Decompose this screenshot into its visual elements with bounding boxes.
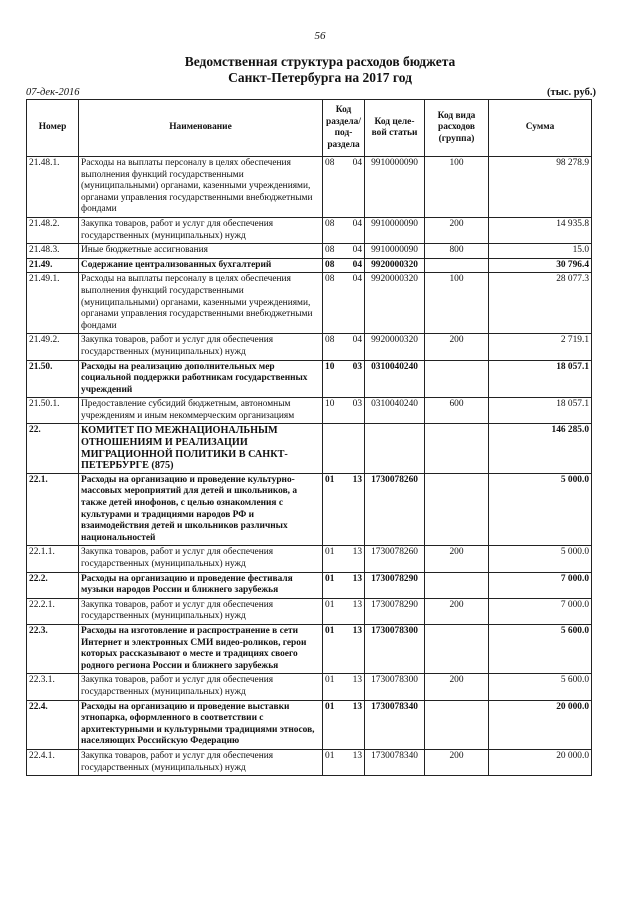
- row-subsection: 13: [341, 546, 365, 572]
- row-name: Расходы на организацию и проведение культурно-массовых мероприятий для детей и школьников, а также детей инофонов, с целью ознакомления с культурами и традициями народов РФ и взаимодействия детей и школьников различных национальностей: [79, 473, 323, 546]
- row-expense-type: 200: [425, 546, 489, 572]
- row-section: 08: [323, 157, 341, 218]
- row-number: 21.49.: [27, 258, 79, 273]
- units-label: (тыс. руб.): [547, 87, 596, 98]
- row-section: 10: [323, 360, 341, 398]
- table-row: [27, 157, 592, 218]
- row-target-code: 1730078300: [365, 624, 425, 673]
- table-header: [27, 100, 592, 157]
- table-row: [27, 398, 592, 424]
- row-amount: 5 000.0: [489, 546, 592, 572]
- row-target-code: 1730078340: [365, 749, 425, 775]
- row-amount: 20 000.0: [489, 700, 592, 749]
- row-name: КОМИТЕТ ПО МЕЖНАЦИОНАЛЬНЫМ ОТНОШЕНИЯМ И РЕАЛИЗАЦИИ МИГРАЦИОННОЙ ПОЛИТИКИ В САНКТ-ПЕТЕРБУРГЕ (875): [79, 424, 323, 473]
- row-name: Закупка товаров, работ и услуг для обеспечения государственных (муниципальных) нужд: [79, 749, 323, 775]
- row-name: Закупка товаров, работ и услуг для обеспечения государственных (муниципальных) нужд: [79, 598, 323, 624]
- row-name: Предоставление субсидий бюджетным, автономным учреждениям и иным некоммерческим организациям: [79, 398, 323, 424]
- row-number: 22.4.1.: [27, 749, 79, 775]
- row-name: Расходы на реализацию дополнительных мер социальной поддержки работникам государственных учреждений: [79, 360, 323, 398]
- row-target-code: 9910000090: [365, 217, 425, 243]
- row-name: Закупка товаров, работ и услуг для обеспечения государственных (муниципальных) нужд: [79, 546, 323, 572]
- row-subsection: 04: [341, 273, 365, 334]
- row-section: 01: [323, 749, 341, 775]
- row-expense-type: [425, 572, 489, 598]
- row-target-code: 0310040240: [365, 398, 425, 424]
- row-expense-type: [425, 258, 489, 273]
- row-section: 01: [323, 546, 341, 572]
- table-row: [27, 424, 592, 473]
- header-amount: Сумма: [489, 100, 592, 157]
- row-target-code: 9920000320: [365, 258, 425, 273]
- row-amount: 30 796.4: [489, 258, 592, 273]
- row-name: Закупка товаров, работ и услуг для обеспечения государственных (муниципальных) нужд: [79, 334, 323, 360]
- row-expense-type: 100: [425, 273, 489, 334]
- row-section: 01: [323, 473, 341, 546]
- row-section: 10: [323, 398, 341, 424]
- table-row: [27, 700, 592, 749]
- row-name: Закупка товаров, работ и услуг для обеспечения государственных (муниципальных) нужд: [79, 674, 323, 700]
- row-section: 01: [323, 624, 341, 673]
- row-number: 22.2.1.: [27, 598, 79, 624]
- row-expense-type: [425, 473, 489, 546]
- row-number: 22.: [27, 424, 79, 473]
- row-section: 01: [323, 674, 341, 700]
- row-expense-type: 200: [425, 674, 489, 700]
- row-name: Иные бюджетные ассигнования: [79, 244, 323, 259]
- row-section: 01: [323, 700, 341, 749]
- header-section: Код раздела/ под- раздела: [323, 100, 365, 157]
- row-target-code: 1730078290: [365, 572, 425, 598]
- row-target-code: 0310040240: [365, 360, 425, 398]
- row-target-code: 9920000320: [365, 334, 425, 360]
- row-target-code: 1730078340: [365, 700, 425, 749]
- row-number: 21.48.1.: [27, 157, 79, 218]
- table-row: [27, 360, 592, 398]
- row-number: 22.3.: [27, 624, 79, 673]
- row-number: 22.1.1.: [27, 546, 79, 572]
- row-target-code: 9920000320: [365, 273, 425, 334]
- row-section: 08: [323, 273, 341, 334]
- row-subsection: 04: [341, 334, 365, 360]
- row-subsection: 04: [341, 217, 365, 243]
- row-amount: 98 278.9: [489, 157, 592, 218]
- row-subsection: 13: [341, 674, 365, 700]
- row-number: 21.48.2.: [27, 217, 79, 243]
- row-subsection: 13: [341, 700, 365, 749]
- row-expense-type: 200: [425, 217, 489, 243]
- row-amount: 7 000.0: [489, 598, 592, 624]
- row-amount: 5 600.0: [489, 674, 592, 700]
- row-expense-type: [425, 360, 489, 398]
- header-target: Код целе- вой статьи: [365, 100, 425, 157]
- row-number: 21.48.3.: [27, 244, 79, 259]
- row-amount: 7 000.0: [489, 572, 592, 598]
- header-name: Наименование: [79, 100, 323, 157]
- row-number: 21.49.1.: [27, 273, 79, 334]
- document-title: [0, 54, 640, 86]
- table-row: [27, 624, 592, 673]
- row-subsection: 04: [341, 244, 365, 259]
- row-expense-type: 600: [425, 398, 489, 424]
- row-amount: 5 600.0: [489, 624, 592, 673]
- row-subsection: 13: [341, 572, 365, 598]
- row-name: Содержание централизованных бухгалтерий: [79, 258, 323, 273]
- row-target-code: 1730078300: [365, 674, 425, 700]
- row-subsection: 03: [341, 360, 365, 398]
- row-name: Расходы на выплаты персоналу в целях обеспечения выполнения функций государственными (муниципальными) органами, казенными учреждениями, органами управления государственными внебюджетными фондами: [79, 157, 323, 218]
- table-row: [27, 334, 592, 360]
- row-target-code: 9910000090: [365, 157, 425, 218]
- row-subsection: 04: [341, 258, 365, 273]
- title-line-2: Санкт-Петербурга на 2017 год: [228, 70, 412, 85]
- row-expense-type: 100: [425, 157, 489, 218]
- page-number: 56: [314, 30, 326, 42]
- row-section: 01: [323, 572, 341, 598]
- row-target-code: 9910000090: [365, 244, 425, 259]
- row-target-code: 1730078260: [365, 546, 425, 572]
- row-subsection: 04: [341, 157, 365, 218]
- table-row: [27, 244, 592, 259]
- row-number: 21.50.: [27, 360, 79, 398]
- document-date: 07-дек-2016: [26, 87, 80, 98]
- row-number: 22.2.: [27, 572, 79, 598]
- table-row: [27, 217, 592, 243]
- row-section: [323, 424, 341, 473]
- header-number: Номер: [27, 100, 79, 157]
- row-amount: 20 000.0: [489, 749, 592, 775]
- row-name: Расходы на выплаты персоналу в целях обеспечения выполнения функций государственными (муниципальными) органами, казенными учреждениями, органами управления государственными внебюджетными фондами: [79, 273, 323, 334]
- table-row: [27, 273, 592, 334]
- row-target-code: 1730078260: [365, 473, 425, 546]
- row-amount: 14 935.8: [489, 217, 592, 243]
- row-name: Расходы на организацию и проведение фестиваля музыки народов России и ближнего зарубежья: [79, 572, 323, 598]
- title-line-1: Ведомственная структура расходов бюджета: [184, 54, 456, 69]
- row-amount: 5 000.0: [489, 473, 592, 546]
- row-subsection: 13: [341, 598, 365, 624]
- row-expense-type: 800: [425, 244, 489, 259]
- row-expense-type: 200: [425, 749, 489, 775]
- row-subsection: 13: [341, 624, 365, 673]
- row-section: 01: [323, 598, 341, 624]
- row-number: 21.49.2.: [27, 334, 79, 360]
- row-subsection: 13: [341, 749, 365, 775]
- row-section: 08: [323, 334, 341, 360]
- row-name: Расходы на изготовление и распространение в сети Интернет и электронных СМИ видео-роликов, герои которых рассказывают о месте и традициях своего родного региона России и ближнего зарубежья: [79, 624, 323, 673]
- row-expense-type: [425, 424, 489, 473]
- row-amount: 2 719.1: [489, 334, 592, 360]
- table-row: [27, 546, 592, 572]
- row-subsection: 13: [341, 473, 365, 546]
- row-target-code: 1730078290: [365, 598, 425, 624]
- row-expense-type: 200: [425, 334, 489, 360]
- row-amount: 18 057.1: [489, 398, 592, 424]
- table-row: [27, 749, 592, 775]
- row-section: 08: [323, 217, 341, 243]
- row-number: 21.50.1.: [27, 398, 79, 424]
- row-section: 08: [323, 258, 341, 273]
- row-expense-type: [425, 700, 489, 749]
- table-row: [27, 572, 592, 598]
- row-section: 08: [323, 244, 341, 259]
- row-name: Закупка товаров, работ и услуг для обеспечения государственных (муниципальных) нужд: [79, 217, 323, 243]
- row-subsection: 03: [341, 398, 365, 424]
- row-number: 22.4.: [27, 700, 79, 749]
- table-row: [27, 258, 592, 273]
- row-number: 22.1.: [27, 473, 79, 546]
- table-row: [27, 674, 592, 700]
- table-row: [27, 473, 592, 546]
- row-expense-type: [425, 624, 489, 673]
- row-number: 22.3.1.: [27, 674, 79, 700]
- header-expense-type: Код вида расходов (группа): [425, 100, 489, 157]
- row-amount: 18 057.1: [489, 360, 592, 398]
- row-name: Расходы на организацию и проведение выставки этнопарка, оформленного в соответствии с архитектурными и культурными традициями этносов, населяющих Российскую Федерацию: [79, 700, 323, 749]
- row-target-code: [365, 424, 425, 473]
- budget-table: [26, 99, 592, 776]
- row-expense-type: 200: [425, 598, 489, 624]
- row-amount: 146 285.0: [489, 424, 592, 473]
- row-subsection: [341, 424, 365, 473]
- row-amount: 28 077.3: [489, 273, 592, 334]
- row-amount: 15.0: [489, 244, 592, 259]
- table-row: [27, 598, 592, 624]
